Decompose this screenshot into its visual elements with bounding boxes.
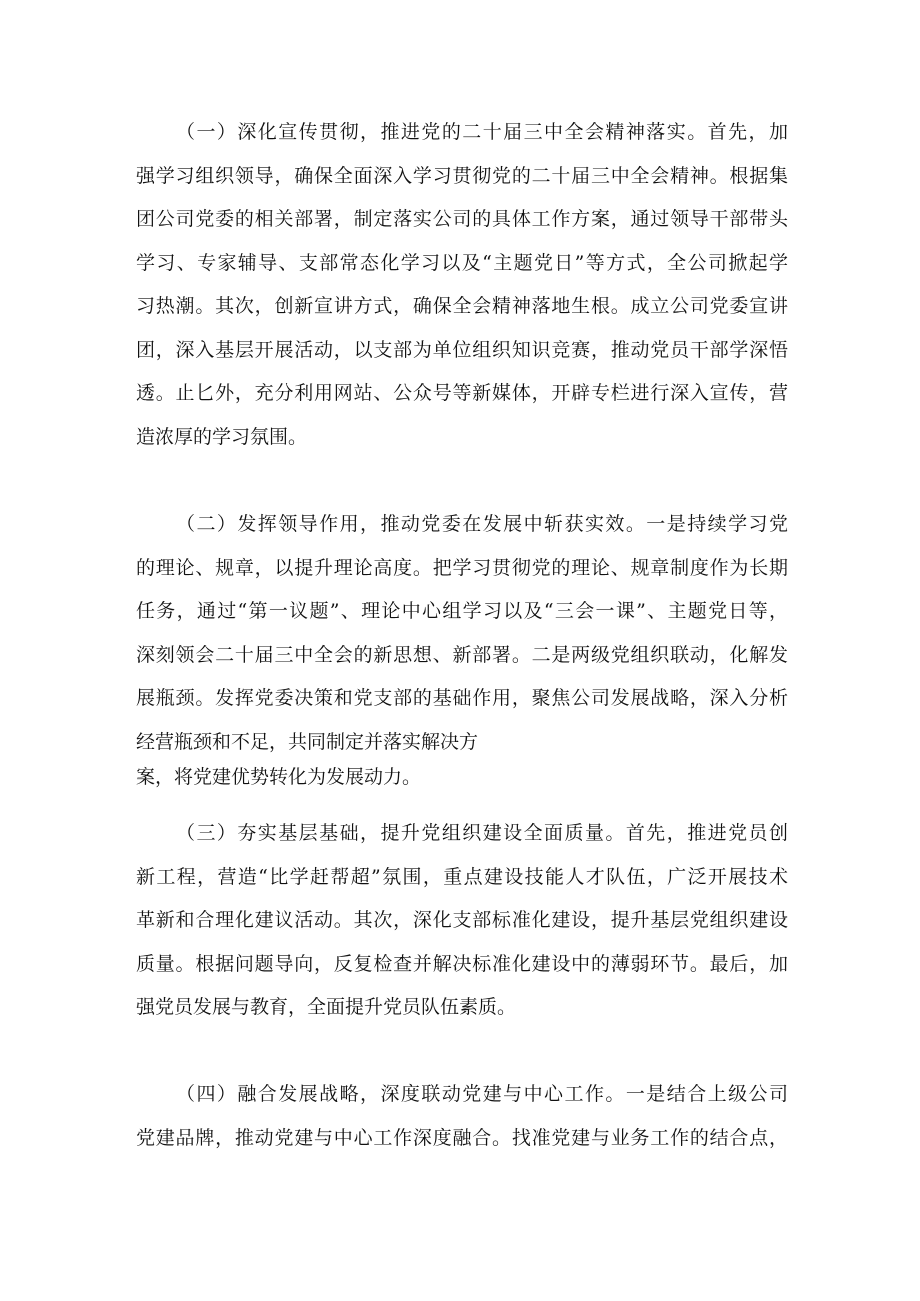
section-1-line-8: 造浓厚的学习氛围。 — [136, 426, 308, 448]
section-2-line-6: 经营瓶颈和不足，共同制定并落实解决方 — [136, 731, 479, 753]
section-3-line-4: 质量。根据问题导向，反复检查并解决标准化建设中的薄弱环节。最后，加 — [136, 953, 788, 975]
section-2-line-2: 的理论、规章，以提升理论高度。把学习贯彻党的理论、规章制度作为长期 — [136, 557, 788, 579]
section-4-line-1: （四）融合发展战略，深度联动党建与中心工作。一是结合上级公司 — [176, 1083, 788, 1105]
section-3-line-2: 新工程，营造“比学赶帮超”氛围，重点建设技能人才队伍，广泛开展技术 — [136, 866, 788, 888]
section-3-line-3: 革新和合理化建议活动。其次，深化支部标准化建设，提升基层党组织建设 — [136, 909, 788, 931]
section-2-line-7: 案，将党建优势转化为发展动力。 — [136, 766, 422, 788]
section-2-line-1: （二）发挥领导作用，推动党委在发展中斩获实效。一是持续学习党 — [176, 513, 788, 535]
section-1-line-4: 学习、专家辅导、支部常态化学习以及“主题党日”等方式，全公司掀起学 — [136, 252, 788, 274]
section-1-line-3: 团公司党委的相关部署，制定落实公司的具体工作方案，通过领导干部带头 — [136, 208, 788, 230]
section-1-line-7: 透。止匕外，充分利用网站、公众号等新媒体，开辟专栏进行深入宣传，营 — [136, 382, 788, 404]
section-1-line-6: 团，深入基层开展活动，以支部为单位组织知识竞赛，推动党员干部学深悟 — [136, 339, 788, 361]
section-2-line-5: 展瓶颈。发挥党委决策和党支部的基础作用，聚焦公司发展战略，深入分析 — [136, 687, 788, 709]
section-2-line-3: 任务，通过“第一议题”、理论中心组学习以及“三会一课”、主题党日等， — [136, 600, 788, 622]
section-1-line-1: （一）深化宣传贯彻，推进党的二十届三中全会精神落实。首先，加 — [176, 121, 788, 143]
section-2-line-4: 深刻领会二十届三中全会的新思想、新部署。二是两级党组织联动，化解发 — [136, 644, 788, 666]
section-3-line-5: 强党员发展与教育，全面提升党员队伍素质。 — [136, 996, 517, 1018]
section-3-line-1: （三）夯实基层基础，提升党组织建设全面质量。首先，推进党员创 — [176, 822, 788, 844]
section-4-line-2: 党建品牌，推动党建与中心工作深度融合。找准党建与业务工作的结合点， — [136, 1127, 788, 1149]
section-1-line-2: 强学习组织领导，确保全面深入学习贯彻党的二十届三中全会精神。根据集 — [136, 165, 788, 187]
section-1-line-5: 习热潮。其次，创新宣讲方式，确保全会精神落地生根。成立公司党委宣讲 — [136, 295, 788, 317]
